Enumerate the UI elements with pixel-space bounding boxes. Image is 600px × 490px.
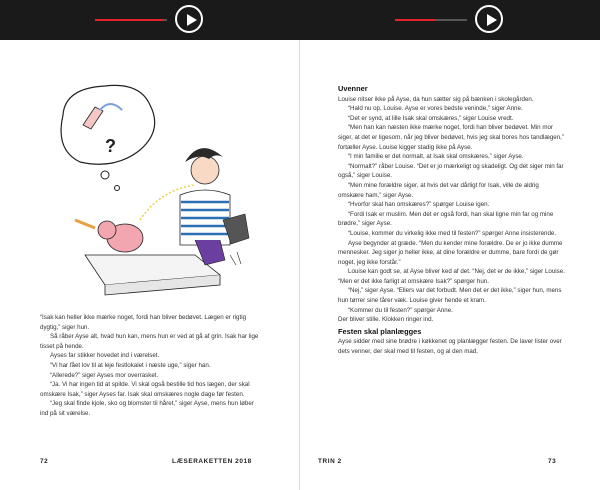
paragraph: “Isak kan heller ikke mærke noget, fordi han bliver bedøvet. Lægen er rigtig dygtig,” siger hun.	[40, 314, 247, 331]
paragraph: Louise nitser ikke på Ayse, da hun sætter sig på bænken i skolegården.	[338, 95, 534, 103]
left-page-text	[40, 313, 260, 419]
section-heading: Uvenner	[338, 84, 368, 93]
paragraph: “Kommer du til festen?” spørger Anne.	[348, 306, 453, 314]
paragraph: “Men mine forældre siger, at hvis det var dårligt for Isak, ville de aldrig omskære ham,” siger Ayse.	[338, 181, 539, 199]
page-number: 72	[40, 458, 49, 465]
audio-player-left	[95, 5, 205, 35]
footer-title: TRIN 2	[318, 458, 342, 465]
paragraph: “Allerede?” siger Ayses mor overrasket.	[50, 371, 159, 379]
left-page	[0, 40, 300, 490]
play-button-right[interactable]	[475, 5, 503, 33]
progress-fill-left	[95, 19, 163, 21]
paragraph: “Vi har fået lov til at leje festlokalet i næste uge,” siger han.	[50, 361, 211, 369]
paragraph: “Fordi Isak er muslim. Men det er også fordi, han skal ligne min far og mine brødre,” siger Ayse.	[338, 210, 554, 228]
play-icon	[187, 14, 197, 26]
paragraph: Louise kan godt se, at Ayse bliver ked af det. “Nej, det er de ikke,” siger Louise. “Men er det ikke farligt at omskære Isak?” spørger hun.	[338, 268, 565, 285]
svg-text:?: ?	[105, 136, 116, 156]
paragraph: Ayse sidder med sine brødre i køkkenet og planlægger festen. De laver lister over dets venner, der skal med til festen, og al den mad,	[338, 338, 562, 356]
paragraph: “Men han kan næsten ikke mærke noget, fordi han bliver bedøvet. Min mor siger, at det er ligesom, når jeg bliver bedøvet, hvis jeg skal bores hos tandlægen,” fortæller Ayse. Louise kigger stadig ikke på Ayse.	[338, 124, 564, 151]
paragraph: “Jeg skal finde kjole, sko og blomster til håret,” siger Ayse, mens hun løber ind på sit værelse.	[40, 400, 254, 417]
play-icon	[487, 14, 497, 26]
paragraph: “Hvorfor skal han omskæres?” spørger Louise igen.	[348, 201, 490, 209]
audio-player-right	[395, 5, 505, 35]
paragraph: Så råber Ayse alt, hvad hun kan, mens hun er ved at gå af grin. Isak har lige tisset på hende.	[40, 333, 259, 350]
paragraph: “Louise, kommer du virkelig ikke med til festen?” spørger Anne insisterende.	[348, 229, 557, 237]
paragraph: “Hald nu op, Louise. Ayse er vores bedste veninde,” siger Anne.	[348, 105, 523, 113]
paragraph: Der bliver stille. Klokken ringer ind.	[338, 316, 434, 324]
right-page	[300, 40, 600, 490]
play-button-left[interactable]	[175, 5, 203, 33]
progress-track-left[interactable]	[95, 19, 167, 21]
page-number: 73	[548, 458, 557, 465]
paragraph: Ayse begynder at græde. “Men du kender mine forældre. De er jo ikke dumme mennesker. Jeg siger jo heller ikke, at dine forældre er dumme, bare fordi de gør noget, jeg ikke forstår.”	[338, 239, 563, 266]
progress-fill-right	[395, 19, 435, 21]
progress-track-right[interactable]	[395, 19, 467, 21]
paragraph: “Ja. Vi har ingen tid at spilde. Vi skal også bestille tid hos lægen, der skal omskære Isak,” siger Ayses far. Isak skal omskæres nogle dage før festen.	[40, 381, 250, 398]
illustration	[45, 70, 255, 310]
paragraph: “I min familie er det normalt, at Isak skal omskæres,” siger Ayse.	[348, 153, 524, 161]
footer-title: LÆSERAKETTEN 2018	[172, 458, 252, 465]
audio-toolbar	[0, 0, 600, 40]
section-heading: Festen skal planlægges	[338, 326, 422, 336]
paragraph: “Det er synd, at lille Isak skal omskæres,” siger Louise vredt.	[348, 114, 514, 122]
paragraph: Ayses far stikker hovedet ind i værelset.	[50, 352, 160, 360]
right-page-text	[338, 84, 566, 357]
paragraph: “Nej,” siger Ayse. “Ellers var det forbudt. Men det er det ikke,” siger hun, mens hun tørrer sine tårer væk. Louise giver hende et kram.	[338, 287, 562, 305]
paragraph: “Normalt?” råber Louise. “Det er jo mærkeligt og skadeligt. Og det siger min far også,” siger Louise.	[338, 162, 564, 180]
